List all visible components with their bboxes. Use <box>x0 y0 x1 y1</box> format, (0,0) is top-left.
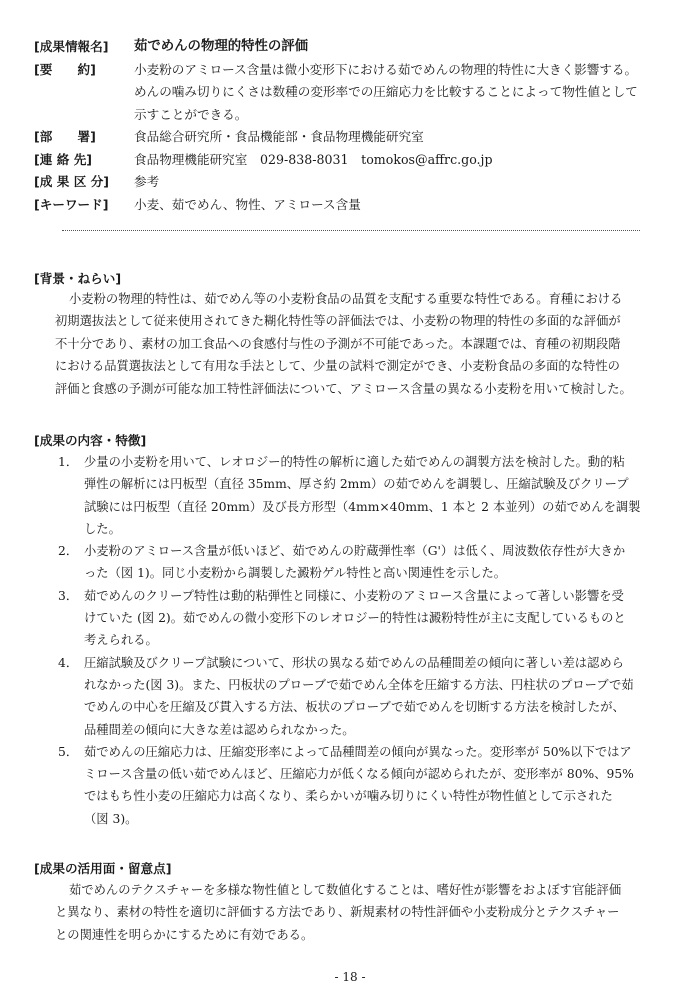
item-line: 弾性の解析には円板型（直径 35mm、厚さ約 2mm）の茹でめんを調製し、圧縮試験及びクリープ <box>84 477 629 492</box>
summary-text <box>134 59 644 127</box>
paragraph-line: 評価と食感の予測が可能な加工特性評価法について、アミロース含量の異なる小麦粉を用いて検討した。 <box>55 381 632 396</box>
background-heading: [背景・ねらい] <box>34 271 122 286</box>
category-value: 参考 <box>134 174 160 189</box>
item-line: った（図 1)。同じ小麦粉から調製した澱粉ゲル特性と高い関連性を示した。 <box>84 566 507 581</box>
result-title: 茹でめんの物理的特性の評価 <box>134 39 309 54</box>
paragraph-line: と異なり、素材の特性を適切に評価する方法であり、新規素材の特性評価や小麦粉成分とテクスチャー <box>55 905 620 920</box>
paragraph-line: における品質選抜法として有用な手法として、少量の試料で測定ができ、小麦粉食品の多面的な特性の <box>55 359 620 374</box>
results-list <box>58 451 658 830</box>
item-line: 茹でめんの圧縮応力は、圧縮変形率によって品種間差の傾向が異なった。変形率が 50%以下ではア <box>84 744 632 759</box>
paragraph-line: 不十分であり、素材の加工食品への食感付与性の予測が不可能であった。本課題では、育種の初期段階 <box>55 336 621 351</box>
item-line: 考えられる。 <box>84 633 158 648</box>
contact-value: 食品物理機能研究室 029-838-8031 tomokos@affrc.go.jp <box>134 151 493 167</box>
item-line: 茹でめんのクリープ特性は動的粘弾性と同様に、小麦粉のアミロース含量によって著しい影響を受 <box>84 588 624 603</box>
keywords-row <box>34 194 644 217</box>
summary-row <box>34 59 644 127</box>
list-item <box>58 652 658 741</box>
page-number: - 18 - <box>334 970 366 984</box>
item-line: ではもち性小麦の圧縮応力は高くなり、柔らかいが噛み切りにくい特性が物性値として示された <box>84 789 613 804</box>
item-text <box>84 540 658 585</box>
item-number: 4． <box>58 655 79 670</box>
item-line: 圧縮試験及びクリープ試験について、形状の異なる茹でめんの品種間差の傾向に著しい差は認めら <box>84 655 624 670</box>
paragraph-line: との関連性を明らかにするために有効である。 <box>55 927 314 942</box>
list-item <box>58 585 658 652</box>
category-label: [成 果 区 分] <box>34 174 110 189</box>
keywords-label: [キーワード] <box>34 196 109 212</box>
item-line: 少量の小麦粉を用いて、レオロジー的特性の解析に適した茹でめんの調製方法を検討した。動的粘 <box>84 455 625 469</box>
dept-row <box>34 126 644 149</box>
title-row <box>34 36 644 59</box>
item-text <box>84 585 658 652</box>
paragraph-line: 小麦粉の物理的特性は、茹でめん等の小麦粉食品の品質を支配する重要な特性である。育種における <box>69 292 623 306</box>
paragraph-line: 茹でめんのテクスチャーを多様な物性値として数値化することは、嗜好性が影響をおよぼす官能評価 <box>69 883 622 897</box>
item-text <box>84 652 658 741</box>
usage-paragraph <box>55 879 655 946</box>
list-item <box>58 540 658 585</box>
summary-label: [要 約] <box>34 61 96 77</box>
results-heading: [成果の内容・特徴] <box>34 433 147 448</box>
keywords-value: 小麦、茹でめん、物性、アミロース含量 <box>134 196 361 212</box>
item-line: （図 3)。 <box>84 811 138 826</box>
list-item <box>58 451 658 540</box>
summary-line: めんの噛み切りにくさは数種の変形率での圧縮応力を比較することによって物性値として <box>134 84 638 99</box>
item-line: れなかった(図 3)。また、円板状のプローブで茹でめん全体を圧縮する方法、円柱状のプローブで茹 <box>84 677 634 692</box>
item-number: 2． <box>58 544 79 559</box>
item-number: 1． <box>58 455 79 469</box>
dept-label: [部 署] <box>34 129 96 144</box>
summary-line: 示すことができる。 <box>134 106 248 122</box>
item-text <box>84 741 658 830</box>
item-line: ミロース含量の低い茹でめんほど、圧縮応力が低くなる傾向が認められたが、変形率が 80%、95% <box>84 767 634 782</box>
result-info-block <box>34 36 644 216</box>
item-number: 3． <box>58 588 79 603</box>
item-line: でめんの中心を圧縮及び貫入する方法、板状のプローブで茹でめんを切断する方法を検討したが、 <box>84 700 625 715</box>
contact-row <box>34 149 644 172</box>
usage-heading: [成果の活用面・留意点] <box>34 861 172 876</box>
item-line: けていた (図 2)。茹でめんの微小変形下のレオロジー的特性は澱粉特性が主に支配しているものと <box>84 611 626 626</box>
item-line: 試験には円板型（直径 20mm）及び長方形型（4mm×40mm、1 本と 2 本並列）の茹でめんを調製 <box>84 499 641 514</box>
list-item <box>58 741 658 830</box>
item-line: 品種間差の傾向に大きな差は認められなかった。 <box>84 722 355 737</box>
item-number: 5． <box>58 744 79 759</box>
paragraph-line: 初期選抜法として従来使用されてきた糊化特性等の評価法では、小麦粉の物理的特性の多面的な評価が <box>55 314 621 329</box>
item-text <box>84 451 658 540</box>
contact-label: [連 絡 先] <box>34 151 93 167</box>
item-line: 小麦粉のアミロース含量が低いほど、茹でめんの貯蔵弾性率（G'）は低く、周波数依存性が大きか <box>84 544 626 559</box>
title-label: [成果情報名] <box>34 39 109 54</box>
background-paragraph <box>55 288 655 400</box>
summary-line: 小麦粉のアミロース含量は微小変形下における茹でめんの物理的特性に大きく影響する。 <box>134 61 638 77</box>
item-line: した。 <box>84 521 121 536</box>
dotted-divider <box>62 230 640 231</box>
category-row <box>34 171 644 194</box>
dept-value: 食品総合研究所・食品機能部・食品物理機能研究室 <box>134 129 424 144</box>
